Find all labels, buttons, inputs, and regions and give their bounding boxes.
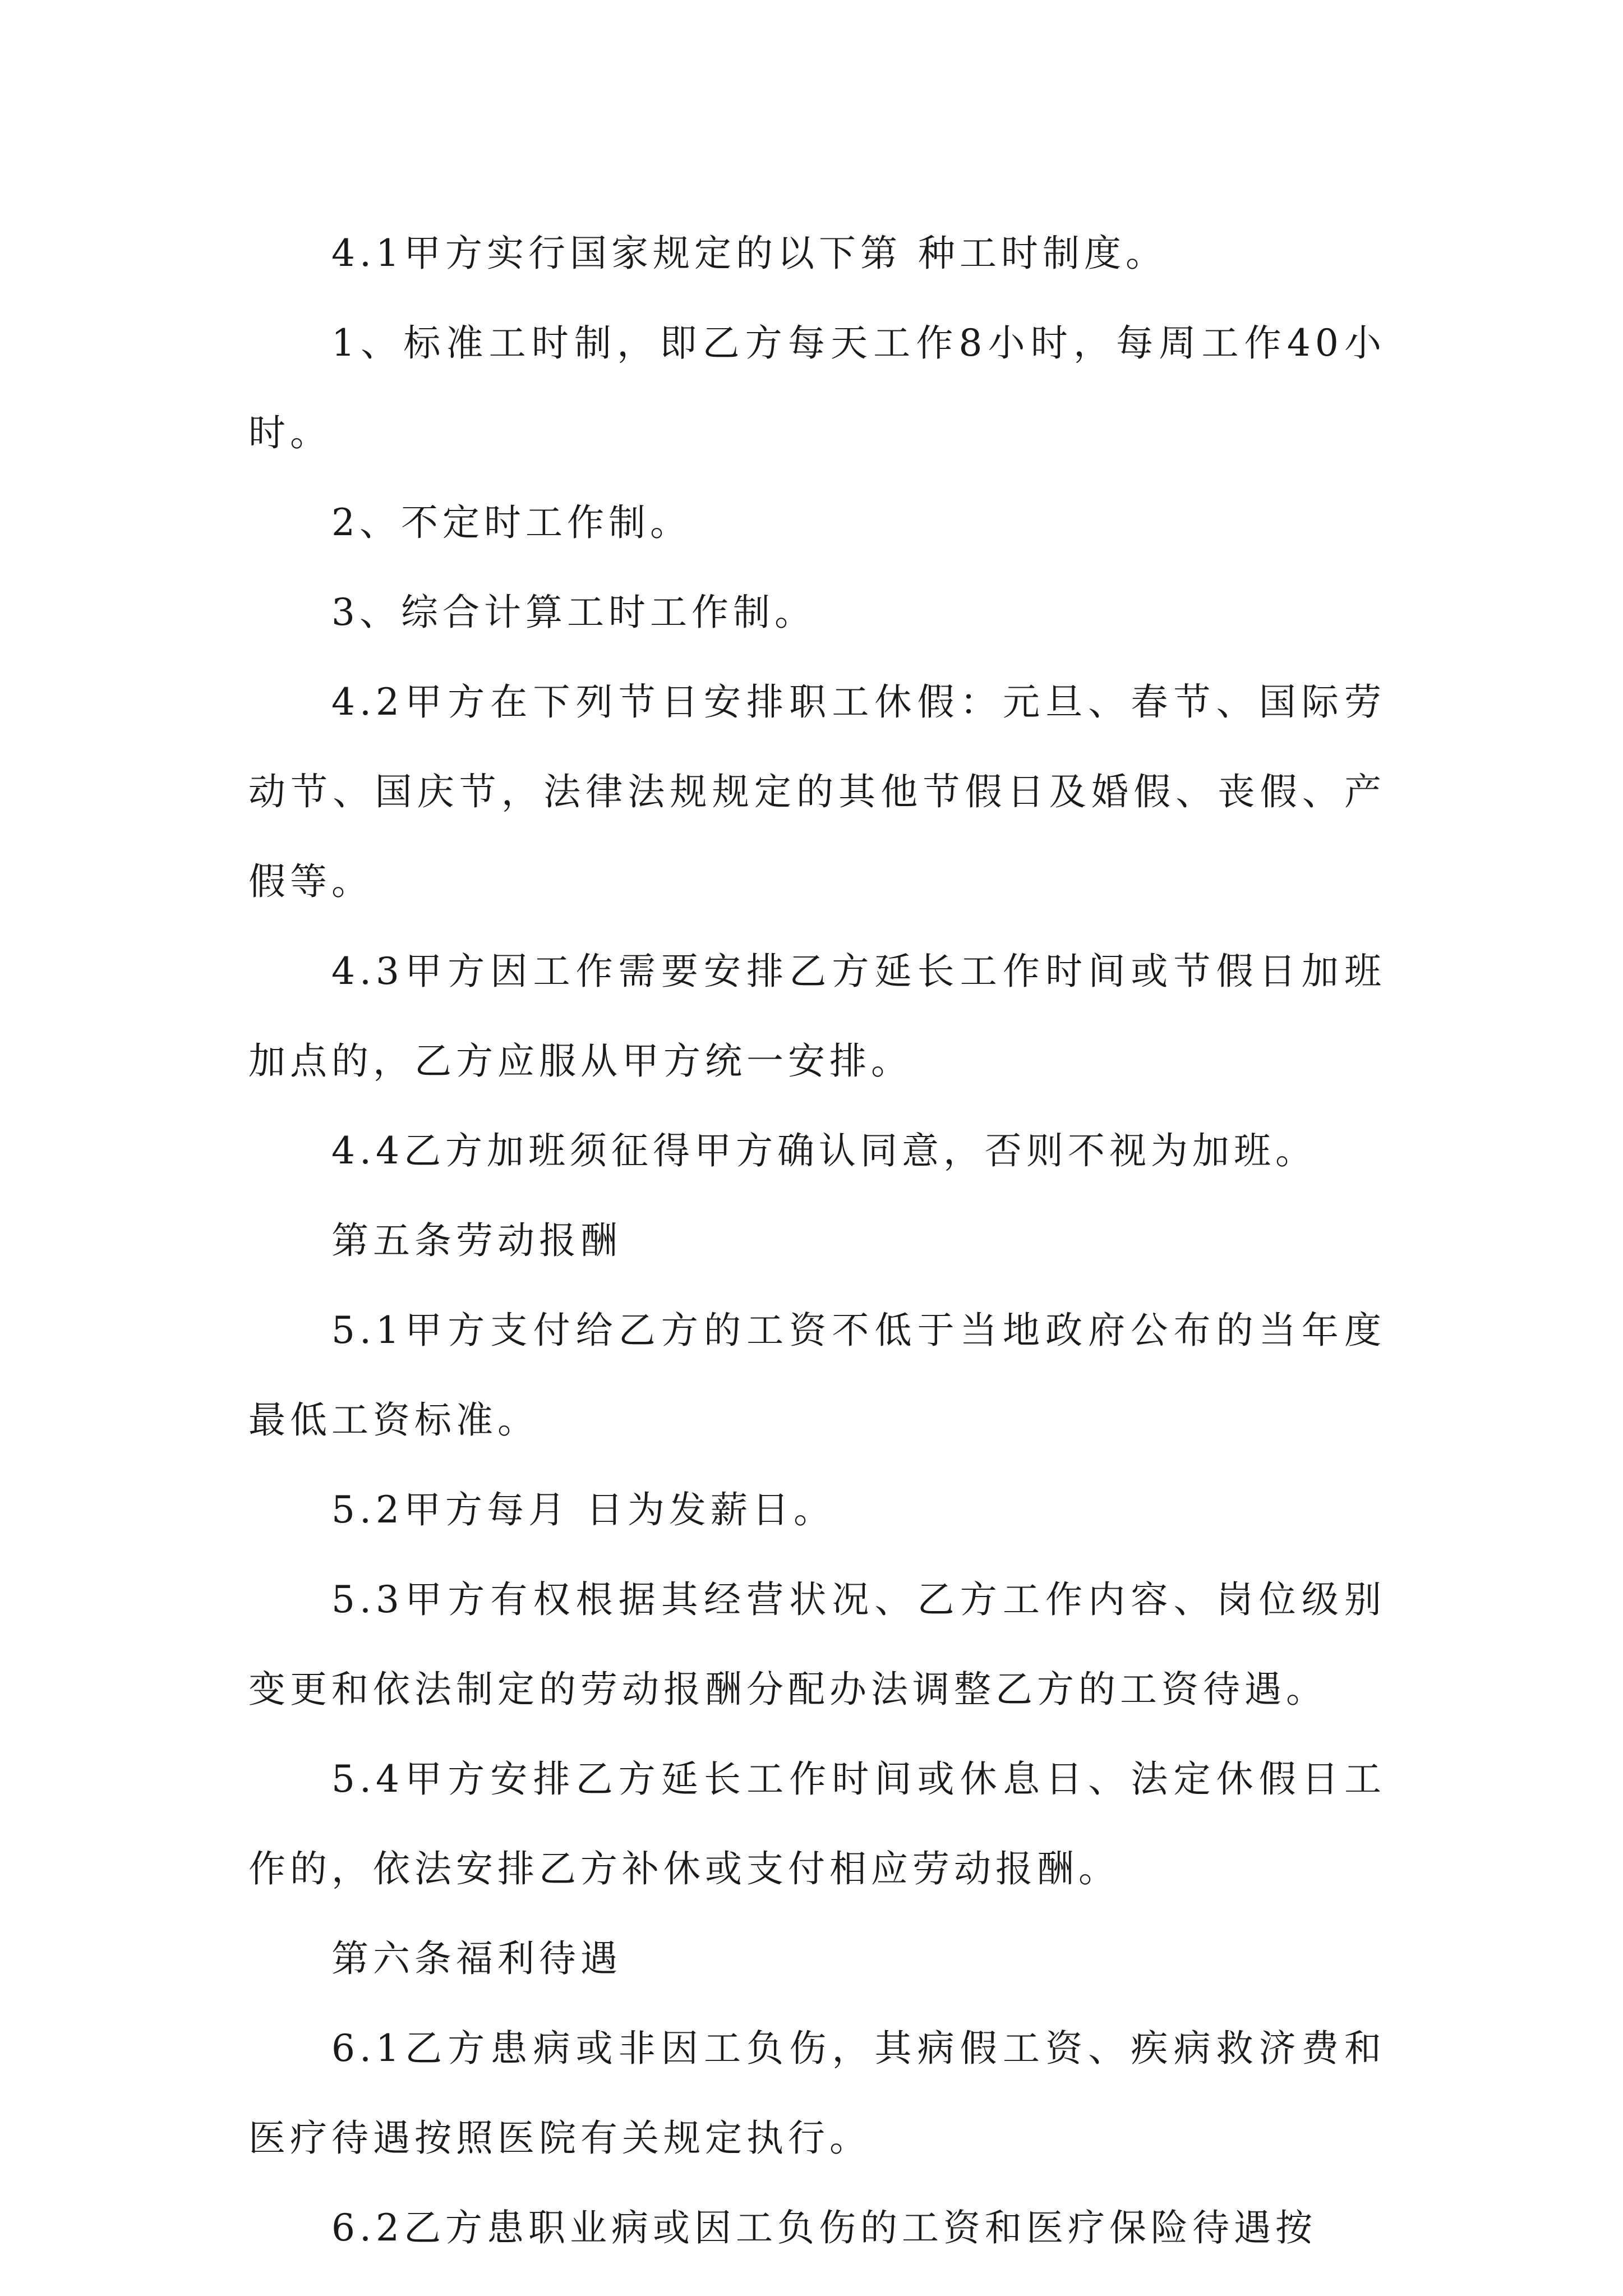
paragraph-4-2: 4.2甲方在下列节日安排职工休假：元旦、春节、国际劳动节、国庆节，法律法规规定的其他节假日及婚假、丧假、产假等。 xyxy=(248,680,1386,903)
paragraph-4-1: 4.1甲方实行国家规定的以下第 种工时制度。 xyxy=(331,232,1167,275)
paragraph-5-2: 5.2甲方每月 日为发薪日。 xyxy=(331,1488,835,1531)
paragraph-4-4: 4.4乙方加班须征得甲方确认同意，否则不视为加班。 xyxy=(331,1129,1317,1172)
paragraph-6-2: 6.2乙方患职业病或因工负伤的工资和医疗保险待遇按 xyxy=(331,2206,1317,2249)
paragraph-5-1: 5.1甲方支付给乙方的工资不低于当地政府公布的当年度最低工资标准。 xyxy=(248,1309,1386,1442)
document-body xyxy=(248,209,1386,2273)
section-heading-article-5: 第五条劳动报酬 xyxy=(331,1219,622,1262)
paragraph-6-1: 6.1乙方患病或非因工负伤，其病假工资、疾病救济费和医疗待遇按照医院有关规定执行。 xyxy=(248,2027,1386,2160)
paragraph-item-2: 2、不定时工作制。 xyxy=(331,501,691,544)
section-heading-article-6: 第六条福利待遇 xyxy=(331,1937,622,1980)
paragraph-5-4: 5.4甲方安排乙方延长工作时间或休息日、法定休假日工作的，依法安排乙方补休或支付相应劳动报酬。 xyxy=(248,1757,1386,1890)
paragraph-5-3: 5.3甲方有权根据其经营状况、乙方工作内容、岗位级别变更和依法制定的劳动报酬分配办法调整乙方的工资待遇。 xyxy=(248,1578,1386,1711)
paragraph-4-3: 4.3甲方因工作需要安排乙方延长工作时间或节假日加班加点的，乙方应服从甲方统一安排。 xyxy=(248,950,1386,1083)
paragraph-item-3: 3、综合计算工时工作制。 xyxy=(331,591,816,634)
paragraph-item-1: 1、标准工时制，即乙方每天工作8小时，每周工作40小时。 xyxy=(248,321,1386,454)
